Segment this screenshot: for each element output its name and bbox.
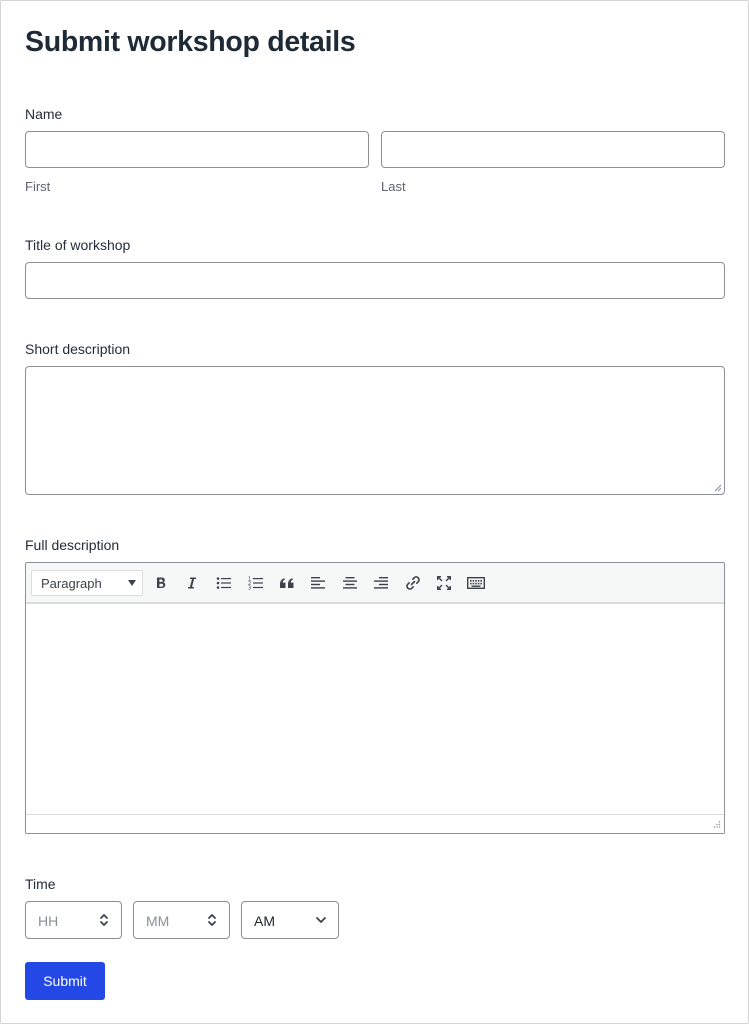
time-label: Time	[25, 876, 56, 892]
workshop-title-input[interactable]	[25, 262, 725, 299]
caret-down-icon	[128, 580, 136, 586]
format-select-value: Paragraph	[41, 576, 102, 591]
hour-select[interactable]	[25, 901, 122, 939]
first-name-input[interactable]	[25, 131, 369, 168]
name-label: Name	[25, 106, 63, 122]
updown-arrows-icon	[99, 912, 109, 928]
short-description-textarea[interactable]	[25, 366, 725, 495]
last-name-input[interactable]	[381, 131, 725, 168]
page-title: Submit workshop details	[25, 26, 356, 58]
toolbar-toggle-icon	[467, 576, 485, 590]
blockquote-icon	[279, 576, 295, 590]
italic-button[interactable]	[180, 571, 204, 595]
format-select[interactable]	[31, 570, 143, 596]
link-icon	[404, 574, 422, 592]
numbered-list-button[interactable]	[244, 571, 268, 595]
minute-placeholder: MM	[146, 913, 170, 929]
hour-placeholder: HH	[38, 913, 59, 929]
link-button[interactable]	[401, 571, 425, 595]
svg-text:1: 1	[248, 576, 252, 583]
short-description-label: Short description	[25, 341, 131, 357]
resize-grip-icon[interactable]	[714, 484, 722, 492]
blockquote-button[interactable]	[275, 571, 299, 595]
updown-arrows-icon	[207, 912, 217, 928]
bulleted-list-button[interactable]	[212, 571, 236, 595]
italic-icon	[185, 576, 199, 590]
bold-icon	[154, 576, 168, 590]
workshop-title-label: Title of workshop	[25, 237, 131, 253]
last-name-sublabel: Last	[381, 179, 406, 194]
svg-text:2: 2	[248, 581, 252, 587]
chevron-down-icon	[315, 915, 327, 925]
bulleted-list-icon	[216, 576, 232, 590]
ampm-value: AM	[254, 913, 275, 929]
editor-statusbar	[26, 814, 724, 833]
bold-button[interactable]	[149, 571, 173, 595]
toolbar-toggle-button[interactable]	[464, 571, 488, 595]
align-right-icon	[373, 576, 389, 590]
align-center-button[interactable]	[338, 571, 362, 595]
resize-grip-icon[interactable]	[711, 820, 721, 830]
svg-text:3: 3	[248, 585, 252, 590]
first-name-sublabel: First	[25, 179, 51, 194]
numbered-list-icon	[248, 576, 264, 590]
align-left-button[interactable]	[306, 571, 330, 595]
editor-toolbar	[26, 563, 724, 604]
submit-button[interactable]: Submit	[25, 962, 105, 1000]
align-center-icon	[342, 576, 358, 590]
align-right-button[interactable]	[369, 571, 393, 595]
minute-select[interactable]	[133, 901, 230, 939]
align-left-icon	[310, 576, 326, 590]
rich-text-editor	[25, 562, 725, 834]
ampm-select[interactable]	[241, 901, 339, 939]
full-description-label: Full description	[25, 537, 120, 553]
editor-content-area[interactable]	[26, 604, 724, 815]
fullscreen-icon	[436, 575, 452, 591]
fullscreen-button[interactable]	[432, 571, 456, 595]
